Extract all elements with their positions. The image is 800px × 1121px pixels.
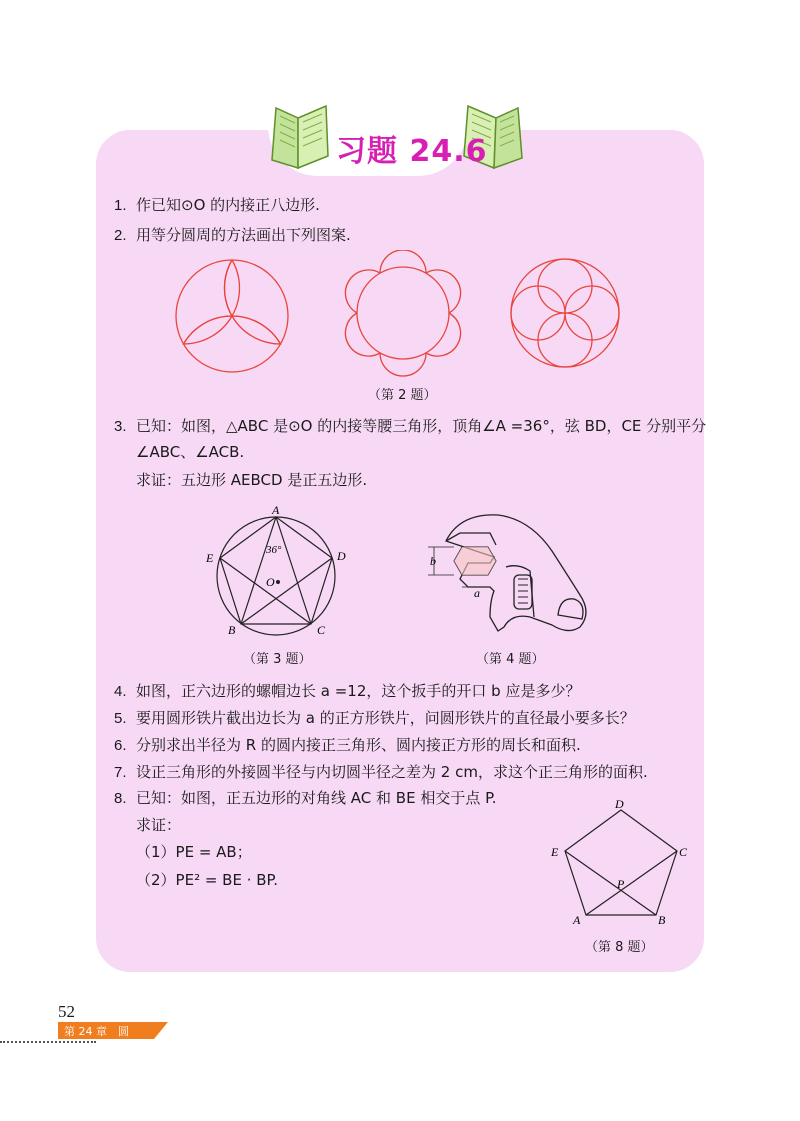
fig3-label-c: C	[317, 623, 326, 637]
pattern-flower	[345, 250, 460, 376]
fig8-label-c: C	[679, 845, 688, 859]
figure-4-caption: （第 4 题）	[476, 652, 545, 667]
question-8-prove: 求证：	[136, 816, 182, 834]
question-8-text: 已知：如图，正五边形的对角线 AC 和 BE 相交于点 P.	[136, 789, 497, 807]
fig8-label-b: B	[658, 913, 666, 927]
fig8-label-d: D	[615, 797, 624, 811]
fig8-label-a: A	[573, 913, 581, 927]
fig8-label-p: P	[617, 877, 625, 891]
figure-3-caption: （第 3 题）	[243, 652, 312, 667]
question-2: 2. 用等分圆周的方法画出下列图案.	[114, 226, 351, 244]
question-5-text: 要用圆形铁片截出边长为 a 的正方形铁片，问圆形铁片的直径最小要多长？	[136, 709, 635, 727]
fig3-label-a: A	[272, 503, 280, 517]
question-7: 7. 设正三角形的外接圆半径与内切圆半径之差为 2 cm，求这个正三角形的面积.	[114, 763, 648, 781]
figure-8-caption: （第 8 题）	[585, 940, 654, 955]
question-3-line2: ∠ABC、∠ACB.	[136, 443, 245, 461]
chapter-label: 第 24 章 圆	[64, 1025, 129, 1038]
question-1-text: 作已知⊙O 的内接正八边形.	[136, 196, 320, 214]
page-number: 52	[58, 1002, 75, 1021]
figure-4-wrench	[420, 505, 600, 645]
pattern-overlapping-circles	[511, 259, 619, 367]
dotted-rule	[0, 1041, 96, 1043]
fig4-label-a: a	[474, 586, 480, 600]
chapter-tab-label-wrap	[58, 1022, 168, 1039]
figure-8-pentagon	[545, 796, 695, 931]
fig3-label-d: D	[337, 549, 346, 563]
fig3-label-e: E	[206, 551, 214, 565]
figure-2-patterns	[160, 250, 640, 380]
figure-3-circle-pentagon	[200, 500, 360, 645]
question-6-text: 分别求出半径为 R 的圆内接正三角形、圆内接正方形的周长和面积.	[136, 736, 581, 754]
question-2-text: 用等分圆周的方法画出下列图案.	[136, 226, 351, 244]
fig8-label-e: E	[551, 845, 559, 859]
open-book-icon-left	[268, 100, 334, 170]
question-6: 6. 分别求出半径为 R 的圆内接正三角形、圆内接正方形的周长和面积.	[114, 736, 581, 754]
question-4-text: 如图，正六边形的螺帽边长 a =12，这个扳手的开口 b 应是多少？	[136, 682, 581, 700]
question-8-part2: （2）PE² = BE · BP.	[136, 871, 279, 889]
question-7-text: 设正三角形的外接圆半径与内切圆半径之差为 2 cm，求这个正三角形的面积.	[136, 763, 648, 781]
question-3-line3: 求证：五边形 AEBCD 是正五边形.	[136, 471, 368, 489]
question-4: 4. 如图，正六边形的螺帽边长 a =12，这个扳手的开口 b 应是多少？	[114, 682, 581, 700]
fig3-angle-label: 36°	[266, 544, 282, 556]
question-8-part1: （1）PE = AB；	[136, 843, 252, 861]
question-3-line1: 已知：如图，△ABC 是⊙O 的内接等腰三角形，顶角∠A =36°，弦 BD，CE 分别平分	[136, 417, 707, 435]
pattern-trefoil	[176, 260, 288, 372]
fig3-label-b: B	[228, 623, 236, 637]
fig3-label-o: O	[266, 575, 275, 589]
fig4-label-b: b	[430, 554, 436, 568]
exercise-title: 习题 24.6	[336, 134, 488, 169]
figure-2-caption: （第 2 题）	[368, 388, 437, 403]
question-3: 3. 已知：如图，△ABC 是⊙O 的内接等腰三角形，顶角∠A =36°，弦 BD，CE 分别平分	[114, 417, 707, 435]
question-5: 5. 要用圆形铁片截出边长为 a 的正方形铁片，问圆形铁片的直径最小要多长？	[114, 709, 635, 727]
question-1: 1. 作已知⊙O 的内接正八边形.	[114, 196, 320, 214]
question-8: 8. 已知：如图，正五边形的对角线 AC 和 BE 相交于点 P.	[114, 789, 497, 807]
